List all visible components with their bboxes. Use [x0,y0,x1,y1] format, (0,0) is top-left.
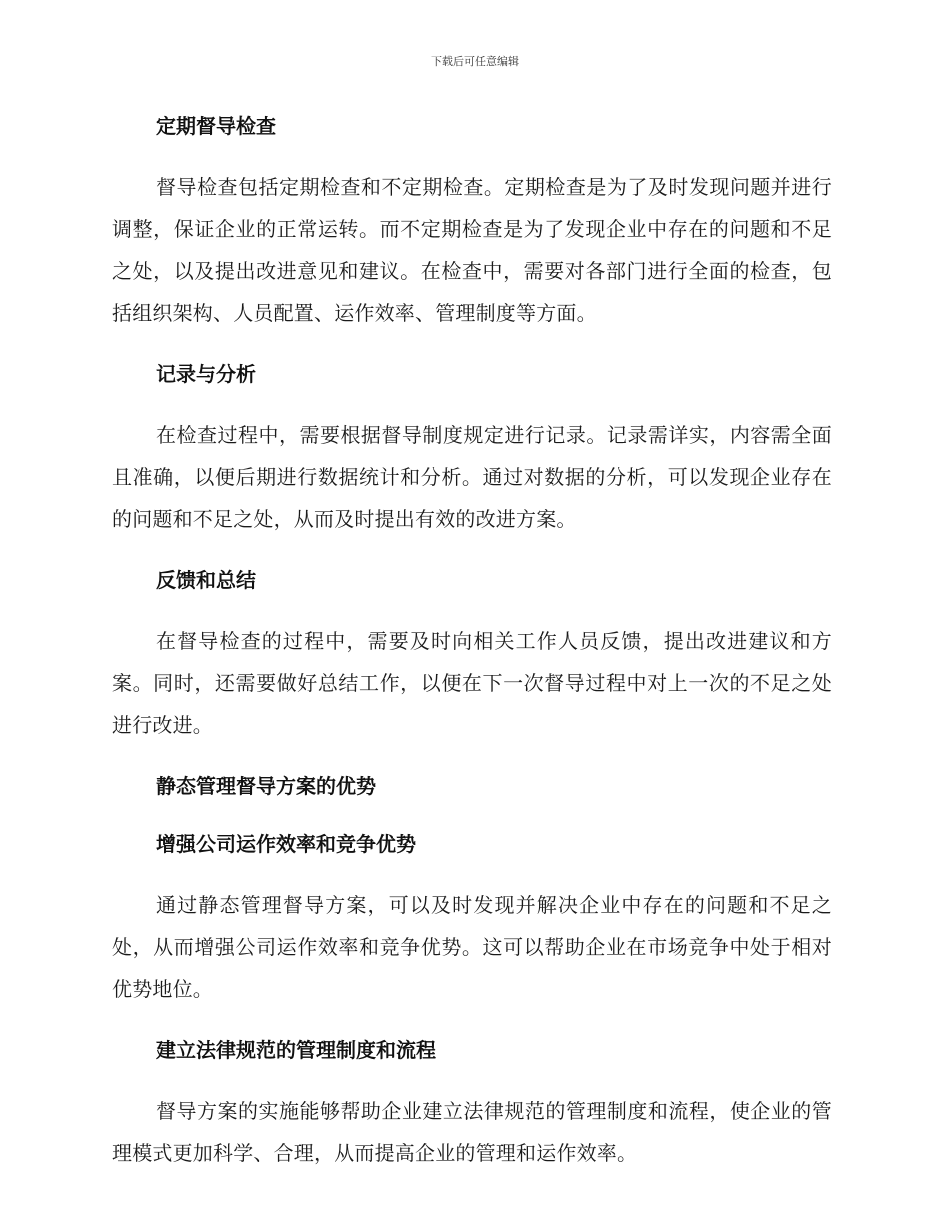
section-paragraph-legal-system: 督导方案的实施能够帮助企业建立法律规范的管理制度和流程，使企业的管理模式更加科学、合理，从而提高企业的管理和运作效率。 [112,1099,832,1165]
section-heading-feedback-summary: 反馈和总结 [156,568,256,592]
page-header: 下载后可任意编辑 [431,55,519,68]
section-heading-record-analysis: 记录与分析 [156,362,256,386]
section-heading-efficiency: 增强公司运作效率和竞争优势 [156,832,416,856]
section-heading-legal-system: 建立法律规范的管理制度和流程 [156,1038,436,1062]
section-heading-advantages: 静态管理督导方案的优势 [156,774,376,798]
section-paragraph-record-analysis: 在检查过程中，需要根据督导制度规定进行记录。记录需详实，内容需全面且准确，以便后期进行数据统计和分析。通过对数据的分析，可以发现企业存在的问题和不足之处，从而及时提出有效的改进方案。 [112,423,832,531]
section-paragraph-periodic-inspection: 督导检查包括定期检查和不定期检查。定期检查是为了及时发现问题并进行调整，保证企业的正常运转。而不定期检查是为了发现企业中存在的问题和不足之处，以及提出改进意见和建议。在检查中，需要对各部门进行全面的检查，包括组织架构、人员配置、运作效率、管理制度等方面。 [112,175,832,325]
section-heading-periodic-inspection: 定期督导检查 [156,114,276,138]
section-paragraph-feedback-summary: 在督导检查的过程中，需要及时向相关工作人员反馈，提出改进建议和方案。同时，还需要做好总结工作，以便在下一次督导过程中对上一次的不足之处进行改进。 [112,629,832,737]
section-paragraph-efficiency: 通过静态管理督导方案，可以及时发现并解决企业中存在的问题和不足之处，从而增强公司运作效率和竞争优势。这可以帮助企业在市场竞争中处于相对优势地位。 [112,893,832,1001]
document-body [112,108,832,1196]
